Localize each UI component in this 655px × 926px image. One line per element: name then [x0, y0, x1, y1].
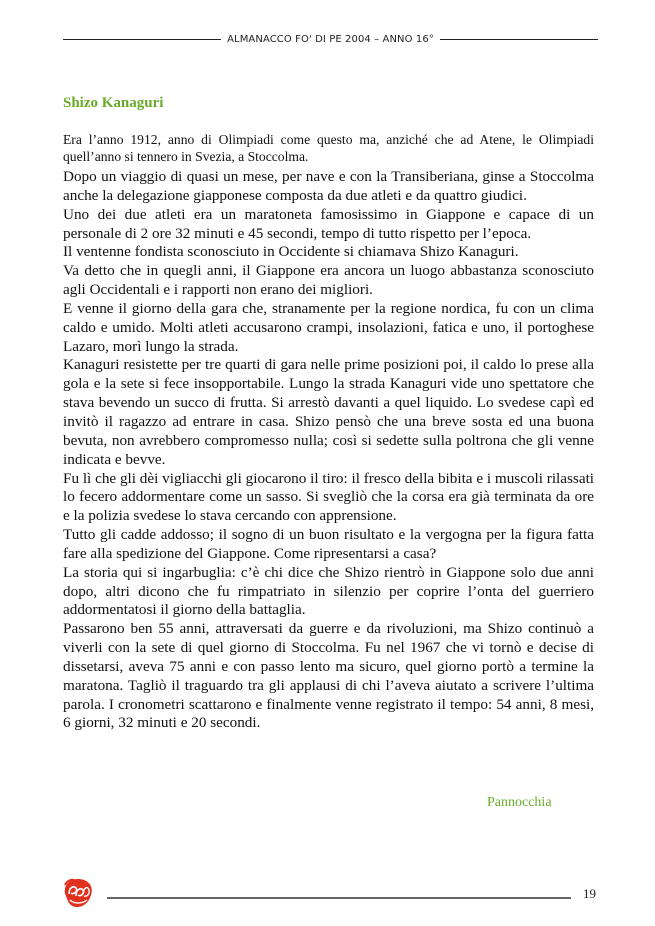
article-title: Shizo Kanaguri — [63, 95, 164, 111]
paragraph: Il ventenne fondista sconosciuto in Occidente si chiamava Shizo Kanaguri. — [63, 243, 519, 261]
paragraph: Dopo un viaggio di quasi un mese, per nave e con la Transiberiana, ginse a Stoccolma anche la delegazione giapponese composta da due atleti e da quattro giudici. — [63, 168, 594, 204]
article-body — [63, 168, 594, 733]
footer-rule — [107, 897, 571, 899]
running-header — [63, 31, 598, 47]
header-rule-left — [63, 39, 221, 40]
header-title: ALMANACCO FO' DI PE 2004 – ANNO 16° — [227, 33, 434, 45]
fo-di-pe-logo-icon — [60, 876, 96, 910]
paragraph: Fu lì che gli dèi vigliacchi gli giocarono il tiro: il fresco della bibita e i muscoli rilassati lo fecero addormentare come un sasso. Si svegliò che la corsa era già terminata da ore e la polizia svedese lo stava cercando con apprensione. — [63, 469, 595, 525]
author-signature: Pannocchia — [487, 795, 552, 810]
paragraph: Kanaguri resistette per tre quarti di gara nelle prime posizioni poi, il caldo lo prese alla gola e la sete si fece insopportabile. Lungo la strada Kanaguri vide uno spettatore che stava bevendo un succo di frutta. Si arrestò davanti a quel liquido. Lo svedese capì ed invitò il ragazzo ad entrare in casa. Shizo pensò che una breve sosta ed una buona bevuta, non avrebbero compromesso nulla; così si sedette sulla poltrona che gli venne indicata e bevve. — [63, 356, 594, 468]
paragraph: E venne il giorno della gara che, stranamente per la regione nordica, fu con un clima caldo e umido. Molti atleti accusarono crampi, insolazioni, fatica e uno, il portoghese Lazaro, morì lungo la strada. — [63, 299, 594, 355]
article-intro: Era l’anno 1912, anno di Olimpiadi come questo ma, anziché che ad Atene, le Olimpiadi quell’anno si tennero in Svezia, a Stoccolma. — [63, 132, 594, 164]
paragraph: Va detto che in quegli anni, il Giappone era ancora un luogo abbastanza sconosciuto agli Occidentali e i rapporti non erano dei migliori. — [63, 262, 594, 299]
paragraph: La storia qui si ingarbuglia: c’è chi dice che Shizo rientrò in Giappone solo due anni dopo, altri dicono che fu rimpatriato in silenzio per coprire l’onta del guerriero addormentatosi il giorno della battaglia. — [63, 563, 594, 619]
page-number: 19 — [583, 886, 596, 901]
paragraph: Passarono ben 55 anni, attraversati da guerre e da rivoluzioni, ma Shizo continuò a viverli con la sete di quel giorno di Stoccolma. Fu nel 1967 che vi tornò e decise di dissetarsi, aveva 75 anni e con passo lento ma sicuro, quel giorno portò a termine la maratona. Tagliò il traguardo tra gli applausi di chi l’aveva aiutato a scrivere l’ultima parola. I cronometri scattarono e finalmente venne registrato il tempo: 54 anni, 8 mesi, 6 giorni, 32 minuti e 20 secondi. — [63, 620, 594, 732]
paragraph: Tutto gli cadde addosso; il sogno di un buon risultato e la vergogna per la figura fatta fare alla spedizione del Giappone. Come ripresentarsi a casa? — [63, 526, 594, 562]
paragraph: Uno dei due atleti era un maratoneta famosissimo in Giappone e capace di un personale di 2 ore 32 minuti e 45 secondi, tempo di tutto rispetto per l’epoca. — [63, 205, 594, 242]
header-rule-right — [440, 39, 598, 40]
